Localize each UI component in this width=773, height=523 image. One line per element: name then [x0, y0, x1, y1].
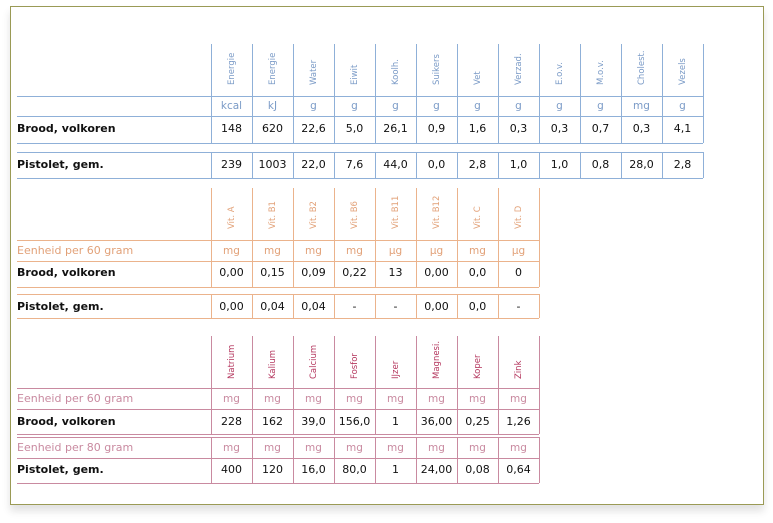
- data-cell: 1003: [258, 158, 287, 171]
- data-cell: 0,9: [427, 122, 446, 135]
- data-cell: 0,25: [465, 415, 490, 428]
- header-rule: [17, 96, 703, 97]
- data-cell: 1,26: [506, 415, 531, 428]
- data-cell: 36,00: [420, 415, 453, 428]
- column-divider: [293, 44, 294, 143]
- column-divider: [211, 188, 212, 287]
- unit-cell: g: [679, 100, 686, 112]
- unit-rule: [17, 458, 539, 459]
- column-header: [662, 44, 703, 94]
- unit-cell: mg: [346, 245, 363, 257]
- unit-cell: mg: [428, 393, 445, 405]
- column-divider: [334, 336, 335, 434]
- unit-cell: mg: [633, 100, 650, 112]
- data-cell: 1,0: [550, 158, 569, 171]
- unit-cell: kcal: [220, 100, 243, 112]
- data-cell: 0,09: [301, 266, 326, 279]
- data-cell: 13: [388, 266, 403, 279]
- column-header: [621, 44, 662, 94]
- column-divider: [457, 44, 458, 143]
- column-divider: [539, 294, 540, 318]
- column-divider: [211, 44, 212, 143]
- data-cell: 1,6: [468, 122, 487, 135]
- column-divider: [580, 44, 581, 143]
- unit-cell: mg: [387, 442, 404, 454]
- row-rule: [17, 152, 703, 153]
- data-cell: 0,00: [424, 266, 449, 279]
- column-divider: [457, 152, 458, 178]
- data-cell: 7,6: [345, 158, 364, 171]
- column-header: [416, 188, 457, 238]
- column-divider: [252, 152, 253, 178]
- unit-cell: µg: [429, 245, 444, 257]
- column-header: [375, 188, 416, 238]
- data-cell: 400: [221, 463, 242, 476]
- unit-rule: [17, 261, 539, 262]
- unit-rule: [17, 116, 703, 117]
- column-header-text: Vit. A: [226, 206, 237, 229]
- data-cell: 4,1: [673, 122, 692, 135]
- data-cell: 0,0: [468, 266, 487, 279]
- column-header-text: Zink: [513, 360, 524, 379]
- column-header-text: Vit. B1: [267, 201, 278, 229]
- column-header: [293, 336, 334, 388]
- row-rule: [17, 437, 539, 438]
- column-divider: [252, 336, 253, 434]
- column-header-text: Energie: [226, 52, 237, 85]
- unit-cell: mg: [510, 393, 527, 405]
- data-cell: 26,1: [383, 122, 408, 135]
- data-cell: 0,04: [301, 300, 326, 313]
- unit-cell: g: [474, 100, 481, 112]
- unit-cell: mg: [428, 442, 445, 454]
- column-header-text: Vit. B12: [431, 195, 442, 229]
- column-header-text: Vezels: [677, 58, 688, 85]
- column-divider: [498, 437, 499, 483]
- unit-cell: mg: [510, 442, 527, 454]
- column-header-text: Vit. D: [513, 205, 524, 229]
- column-header-text: Eiwit: [349, 64, 360, 85]
- data-cell: 0: [515, 266, 522, 279]
- data-cell: 0,7: [591, 122, 610, 135]
- column-header: [375, 44, 416, 94]
- data-cell: 0,08: [465, 463, 490, 476]
- column-divider: [252, 294, 253, 318]
- data-cell: -: [393, 300, 398, 313]
- column-header-text: Water: [308, 59, 319, 85]
- data-cell: 0,0: [427, 158, 446, 171]
- column-divider: [416, 152, 417, 178]
- unit-cell: mg: [469, 393, 486, 405]
- column-header: [293, 44, 334, 94]
- header-rule: [17, 388, 539, 389]
- data-cell: 0,04: [260, 300, 285, 313]
- unit-cell: mg: [346, 442, 363, 454]
- column-header-text: Natrium: [226, 344, 237, 379]
- unit-cell: µg: [388, 245, 403, 257]
- row-label: Brood, volkoren: [17, 122, 116, 135]
- unit-cell: mg: [305, 245, 322, 257]
- column-divider: [621, 44, 622, 143]
- row-label: Pistolet, gem.: [17, 463, 104, 476]
- row-rule: [17, 287, 539, 288]
- unit-label: Eenheid per 60 gram: [17, 392, 134, 405]
- data-cell: 28,0: [629, 158, 654, 171]
- column-divider: [375, 188, 376, 287]
- column-header-text: Calcium: [308, 344, 319, 379]
- data-cell: -: [352, 300, 357, 313]
- column-divider: [539, 44, 540, 143]
- column-divider: [662, 44, 663, 143]
- column-header-text: Energie: [267, 52, 278, 85]
- unit-rule: [17, 409, 539, 410]
- unit-cell: g: [433, 100, 440, 112]
- column-header-text: Kalium: [267, 349, 278, 379]
- column-header: [416, 44, 457, 94]
- unit-cell: mg: [469, 245, 486, 257]
- data-cell: 0,8: [591, 158, 610, 171]
- column-header: [457, 188, 498, 238]
- unit-cell: mg: [264, 245, 281, 257]
- unit-cell: mg: [264, 442, 281, 454]
- unit-cell: g: [597, 100, 604, 112]
- data-cell: 80,0: [342, 463, 367, 476]
- unit-cell: mg: [346, 393, 363, 405]
- column-header: [539, 44, 580, 94]
- unit-cell: g: [351, 100, 358, 112]
- data-cell: 2,8: [468, 158, 487, 171]
- row-label: Pistolet, gem.: [17, 158, 104, 171]
- unit-cell: mg: [264, 393, 281, 405]
- unit-cell: mg: [223, 442, 240, 454]
- row-rule: [17, 434, 539, 435]
- column-divider: [334, 437, 335, 483]
- unit-cell: mg: [305, 393, 322, 405]
- column-header-text: Vit. B6: [349, 201, 360, 229]
- column-divider: [539, 437, 540, 483]
- column-divider: [211, 336, 212, 434]
- data-cell: 162: [262, 415, 283, 428]
- column-header: [293, 188, 334, 238]
- data-cell: 24,00: [420, 463, 453, 476]
- column-divider: [457, 336, 458, 434]
- column-divider: [457, 188, 458, 287]
- data-cell: 0,3: [632, 122, 651, 135]
- column-divider: [293, 336, 294, 434]
- row-rule: [17, 294, 539, 295]
- column-divider: [375, 437, 376, 483]
- unit-cell: g: [392, 100, 399, 112]
- column-header-text: Cholest.: [636, 50, 647, 85]
- data-cell: 16,0: [301, 463, 326, 476]
- column-header-text: Verzad.: [513, 53, 524, 85]
- column-divider: [703, 152, 704, 178]
- data-cell: 22,0: [301, 158, 326, 171]
- row-rule: [17, 483, 539, 484]
- data-cell: 2,8: [673, 158, 692, 171]
- data-cell: -: [516, 300, 521, 313]
- column-divider: [416, 188, 417, 287]
- unit-cell: g: [515, 100, 522, 112]
- column-divider: [211, 152, 212, 178]
- column-divider: [375, 44, 376, 143]
- data-cell: 1: [392, 463, 399, 476]
- row-rule: [17, 178, 703, 179]
- column-header: [211, 336, 252, 388]
- data-cell: 39,0: [301, 415, 326, 428]
- unit-cell: mg: [387, 393, 404, 405]
- data-cell: 0,00: [424, 300, 449, 313]
- column-header-text: Vit. C: [472, 206, 483, 229]
- column-divider: [293, 188, 294, 287]
- column-divider: [375, 152, 376, 178]
- column-header: [498, 336, 539, 388]
- row-rule: [17, 143, 703, 144]
- column-divider: [416, 336, 417, 434]
- column-header-text: Vit. B2: [308, 201, 319, 229]
- row-label: Pistolet, gem.: [17, 300, 104, 313]
- column-divider: [498, 294, 499, 318]
- data-cell: 239: [221, 158, 242, 171]
- nutrition-sheet: [10, 6, 764, 505]
- column-divider: [334, 294, 335, 318]
- column-divider: [457, 437, 458, 483]
- row-label: Brood, volkoren: [17, 266, 116, 279]
- column-header: [211, 188, 252, 238]
- data-cell: 0,00: [219, 266, 244, 279]
- column-header-text: Vet: [472, 71, 483, 85]
- column-header: [498, 188, 539, 238]
- column-divider: [211, 294, 212, 318]
- data-cell: 0,64: [506, 463, 531, 476]
- data-cell: 44,0: [383, 158, 408, 171]
- column-header: [375, 336, 416, 388]
- unit-cell: mg: [469, 442, 486, 454]
- data-cell: 120: [262, 463, 283, 476]
- column-header: [252, 336, 293, 388]
- column-divider: [252, 44, 253, 143]
- data-cell: 156,0: [338, 415, 371, 428]
- column-divider: [334, 188, 335, 287]
- data-cell: 5,0: [345, 122, 364, 135]
- data-cell: 0,00: [219, 300, 244, 313]
- column-divider: [252, 188, 253, 287]
- column-header-text: E.o.v.: [554, 62, 565, 85]
- unit-cell: mg: [223, 393, 240, 405]
- column-divider: [211, 437, 212, 483]
- column-divider: [539, 152, 540, 178]
- column-header-text: Suikers: [431, 54, 442, 85]
- column-divider: [498, 188, 499, 287]
- column-header-text: Magnesi.: [431, 340, 442, 379]
- row-label: Brood, volkoren: [17, 415, 116, 428]
- column-divider: [252, 437, 253, 483]
- column-divider: [416, 44, 417, 143]
- column-divider: [293, 294, 294, 318]
- column-divider: [375, 336, 376, 434]
- header-rule: [17, 240, 539, 241]
- column-header: [457, 336, 498, 388]
- column-divider: [621, 152, 622, 178]
- column-header: [334, 188, 375, 238]
- column-divider: [375, 294, 376, 318]
- data-cell: 228: [221, 415, 242, 428]
- column-divider: [334, 44, 335, 143]
- column-divider: [457, 294, 458, 318]
- data-cell: 1: [392, 415, 399, 428]
- unit-label: Eenheid per 60 gram: [17, 244, 134, 257]
- column-header-text: Fosfor: [349, 353, 360, 379]
- column-header: [211, 44, 252, 94]
- column-divider: [416, 294, 417, 318]
- unit-cell: kJ: [267, 100, 278, 112]
- unit-cell: µg: [511, 245, 526, 257]
- data-cell: 22,6: [301, 122, 326, 135]
- column-divider: [539, 336, 540, 434]
- column-divider: [498, 44, 499, 143]
- column-divider: [293, 437, 294, 483]
- unit-cell: g: [310, 100, 317, 112]
- data-cell: 0,3: [550, 122, 569, 135]
- column-divider: [662, 152, 663, 178]
- unit-cell: g: [556, 100, 563, 112]
- data-cell: 0,15: [260, 266, 285, 279]
- unit-label: Eenheid per 80 gram: [17, 441, 134, 454]
- column-header-text: Koolh.: [390, 58, 401, 85]
- data-cell: 148: [221, 122, 242, 135]
- data-cell: 0,22: [342, 266, 367, 279]
- column-header-text: IJzer: [390, 360, 401, 379]
- column-header: [457, 44, 498, 94]
- column-header-text: Vit. B11: [390, 195, 401, 229]
- column-divider: [580, 152, 581, 178]
- column-header: [334, 44, 375, 94]
- column-divider: [416, 437, 417, 483]
- column-header: [416, 336, 457, 388]
- column-divider: [334, 152, 335, 178]
- data-cell: 1,0: [509, 158, 528, 171]
- data-cell: 0,3: [509, 122, 528, 135]
- unit-cell: mg: [305, 442, 322, 454]
- column-header-text: M.o.v.: [595, 60, 606, 85]
- column-divider: [293, 152, 294, 178]
- column-divider: [703, 44, 704, 143]
- column-header: [498, 44, 539, 94]
- column-header: [252, 188, 293, 238]
- column-header: [580, 44, 621, 94]
- data-cell: 620: [262, 122, 283, 135]
- data-cell: 0,0: [468, 300, 487, 313]
- column-divider: [498, 336, 499, 434]
- column-divider: [498, 152, 499, 178]
- column-header-text: Koper: [472, 354, 483, 379]
- row-rule: [17, 318, 539, 319]
- column-header: [334, 336, 375, 388]
- column-divider: [539, 188, 540, 287]
- unit-cell: mg: [223, 245, 240, 257]
- column-header: [252, 44, 293, 94]
